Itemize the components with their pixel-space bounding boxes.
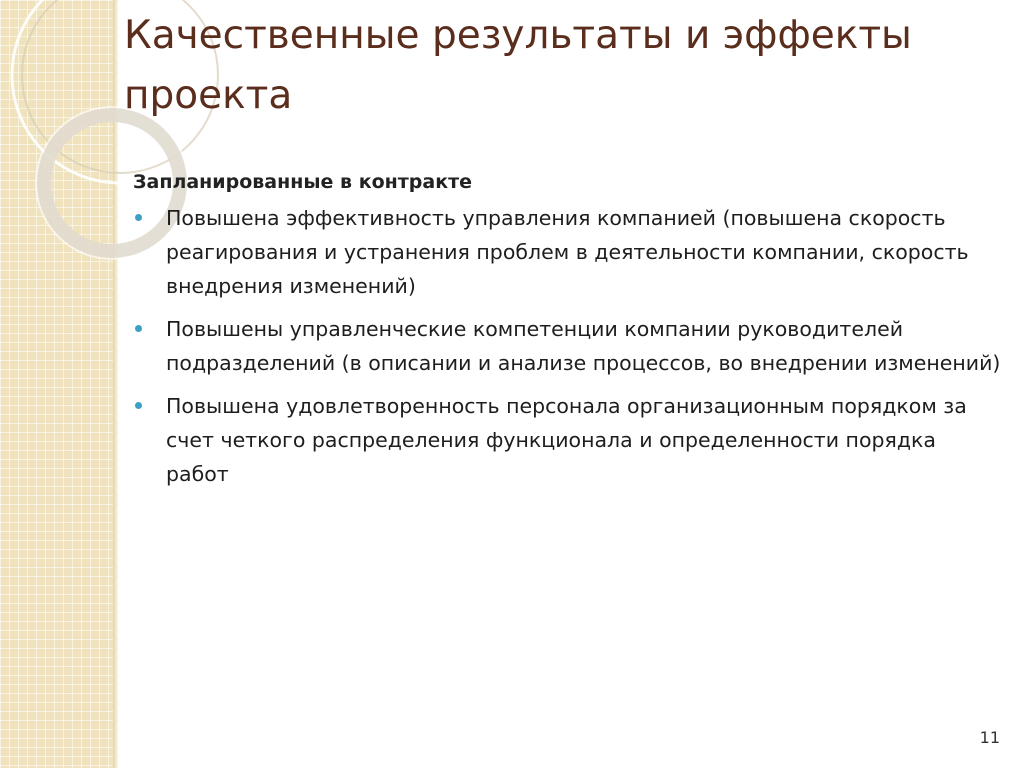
slide-content: [133, 167, 1003, 500]
bullet-item: [133, 389, 1003, 491]
bullet-dot-icon: [135, 402, 142, 409]
bullet-dot-icon: [135, 325, 142, 332]
subheading: Запланированные в контракте: [133, 171, 473, 193]
bullet-text: Повышены управленческие компетенции компании руководителей подразделений (в описании и анализе процессов, во внедрении изменений): [166, 317, 1001, 375]
bullet-item: [133, 201, 1003, 303]
slide-title: Качественные результаты и эффекты проекта: [124, 13, 912, 118]
bullet-text: Повышена удовлетворенность персонала организационным порядком за счет четкого распределения функционала и определенности порядка работ: [166, 394, 967, 486]
bullet-dot-icon: [135, 214, 142, 221]
page-number: 11: [979, 728, 1000, 747]
bullet-list: [133, 201, 1003, 491]
bullet-text: Повышена эффективность управления компанией (повышена скорость реагирования и устранения проблем в деятельности компании, скорость внедрения изменений): [166, 206, 969, 298]
bullet-item: [133, 312, 1003, 380]
